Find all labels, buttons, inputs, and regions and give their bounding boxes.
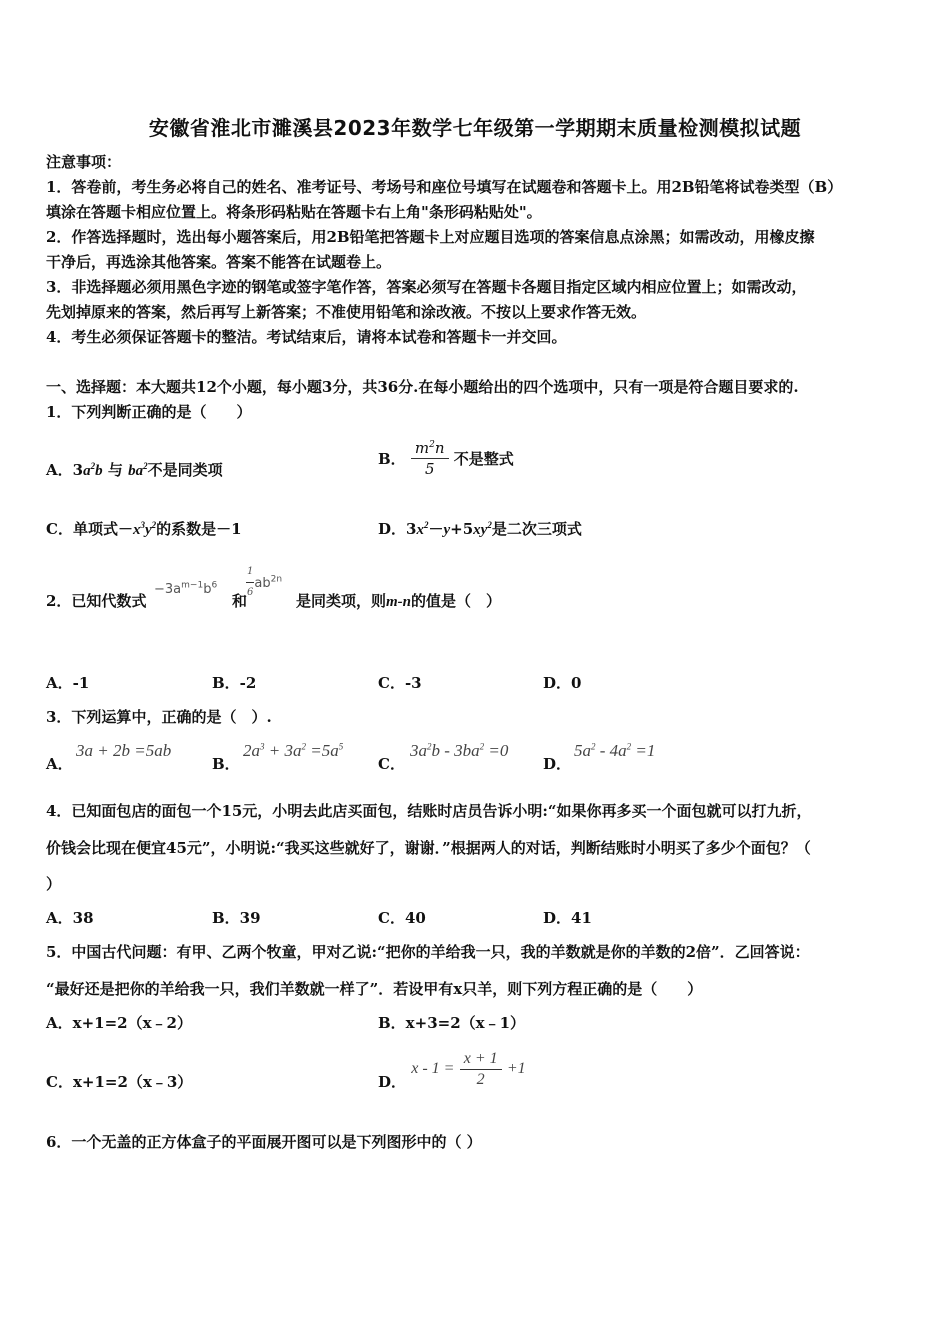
q2-expression-2: $\frac{1}{6}$ $ab^{2n}$ xyxy=(246,562,282,603)
q1-option-d[interactable]: D．$3x^2-y+5xy^2$是二次三项式 xyxy=(378,520,582,538)
question-5-line: 5．中国古代问题：有甲、乙两个牧童，甲对乙说:“把你的羊给我一只，我的羊数就是你的羊数的2倍”．乙回答说： xyxy=(46,943,810,961)
section-heading: 一、选择题：本大题共12个小题，每小题3分，共36分.在每小题给出的四个选项中，只有一项是符合题目要求的. xyxy=(46,378,799,396)
q2-option-d[interactable]: D．0 xyxy=(543,674,582,692)
fraction: $\frac{m^2n}{5}$ xyxy=(411,438,449,479)
q5-option-a[interactable]: A．x+1=2（x﹣2） xyxy=(46,1014,192,1032)
question-1-stem: 1．下列判断正确的是（ ） xyxy=(46,403,252,421)
q2-expression-1: $-3a^{m-1}b^6$ xyxy=(154,580,218,597)
q2-option-c[interactable]: C．-3 xyxy=(378,674,422,692)
question-4-line: ） xyxy=(46,875,62,893)
q5-option-c[interactable]: C．x+1=2（x﹣3） xyxy=(46,1073,193,1091)
q1-option-b[interactable]: B． $\frac{m^2n}{5}$ 不是整式 xyxy=(378,439,514,478)
notice-line: 先划掉原来的答案，然后再写上新答案；不准使用铅笔和涂改液。不按以上要求作答无效。 xyxy=(46,303,647,321)
q4-option-b[interactable]: B．39 xyxy=(212,909,261,927)
q5-option-b[interactable]: B．x+3=2（x﹣1） xyxy=(378,1014,526,1032)
question-5-line: “最好还是把你的羊给我一只，我们羊数就一样了”．若设甲有x只羊，则下列方程正确的是（ ） xyxy=(46,980,703,998)
q3-option-b-expr: $2a^3 + 3a^2 =5a^5$ xyxy=(243,741,344,760)
q3-option-a-label[interactable]: A． xyxy=(46,755,73,773)
q3-option-c-expr: $3a^2b - 3ba^2 =0$ xyxy=(410,741,509,760)
question-3-stem: 3．下列运算中，正确的是（ ）. xyxy=(46,708,272,726)
q3-option-d-label[interactable]: D． xyxy=(543,755,572,773)
q4-option-d[interactable]: D．41 xyxy=(543,909,592,927)
q3-option-b-label[interactable]: B． xyxy=(212,755,240,773)
q5-option-d[interactable]: D． x - 1 = $\frac{x + 1}{2}$ +1 xyxy=(378,1049,526,1091)
notice-line: 填涂在答题卡相应位置上。将条形码粘贴在答题卡右上角"条形码粘贴处"。 xyxy=(46,203,542,221)
q4-option-c[interactable]: C．40 xyxy=(378,909,426,927)
notice-line: 干净后，再选涂其他答案。答案不能答在试题卷上。 xyxy=(46,253,392,271)
question-2-stem: 2．已知代数式 xyxy=(46,592,147,610)
q2-and: 和 xyxy=(232,592,248,610)
question-2-stem-end: 是同类项，则m-n的值是（ ） xyxy=(296,592,502,610)
q1-option-c[interactable]: C．单项式$-x^3y^2$的系数是－1 xyxy=(46,520,242,538)
notice-line: 1．答卷前，考生务必将自己的姓名、准考证号、考场号和座位号填写在试题卷和答题卡上。用2B铅笔将试卷类型（B） xyxy=(46,178,843,196)
notice-heading: 注意事项： xyxy=(46,153,122,171)
q2-option-a[interactable]: A．-1 xyxy=(46,674,90,692)
q3-option-c-label[interactable]: C． xyxy=(378,755,405,773)
question-6-stem: 6．一个无盖的正方体盒子的平面展开图可以是下列图形中的（ ） xyxy=(46,1133,482,1151)
q1-option-a[interactable]: A．$3a^2b$ 与 $ba^2$不是同类项 xyxy=(46,461,223,479)
notice-line: 3．非选择题必须用黑色字迹的钢笔或签字笔作答，答案必须写在答题卡各题目指定区域内相应位置上；如需改动， xyxy=(46,278,807,296)
notice-line: 2．作答选择题时，选出每小题答案后，用2B铅笔把答题卡上对应题目选项的答案信息点涂黑；如需改动，用橡皮擦 xyxy=(46,228,815,246)
q3-option-d-expr: $5a^2 - 4a^2 =1$ xyxy=(574,741,656,760)
q3-option-a-expr: 3a + 2b =5ab xyxy=(76,741,172,760)
question-4-line: 价钱会比现在便宜45元”，小明说:“我买这些就好了，谢谢．”根据两人的对话，判断结账时小明买了多少个面包？（ xyxy=(46,839,811,857)
q2-option-b[interactable]: B．-2 xyxy=(212,674,257,692)
question-4-line: 4．已知面包店的面包一个15元，小明去此店买面包，结账时店员告诉小明:“如果你再多买一个面包就可以打九折， xyxy=(46,802,812,820)
exam-title: 安徽省淮北市濉溪县2023年数学七年级第一学期期末质量检测模拟试题 xyxy=(148,116,802,140)
fraction: $\frac{x + 1}{2}$ xyxy=(460,1049,502,1090)
notice-line: 4．考生必须保证答题卡的整洁。考试结束后，请将本试卷和答题卡一并交回。 xyxy=(46,328,567,346)
q4-option-a[interactable]: A．38 xyxy=(46,909,94,927)
